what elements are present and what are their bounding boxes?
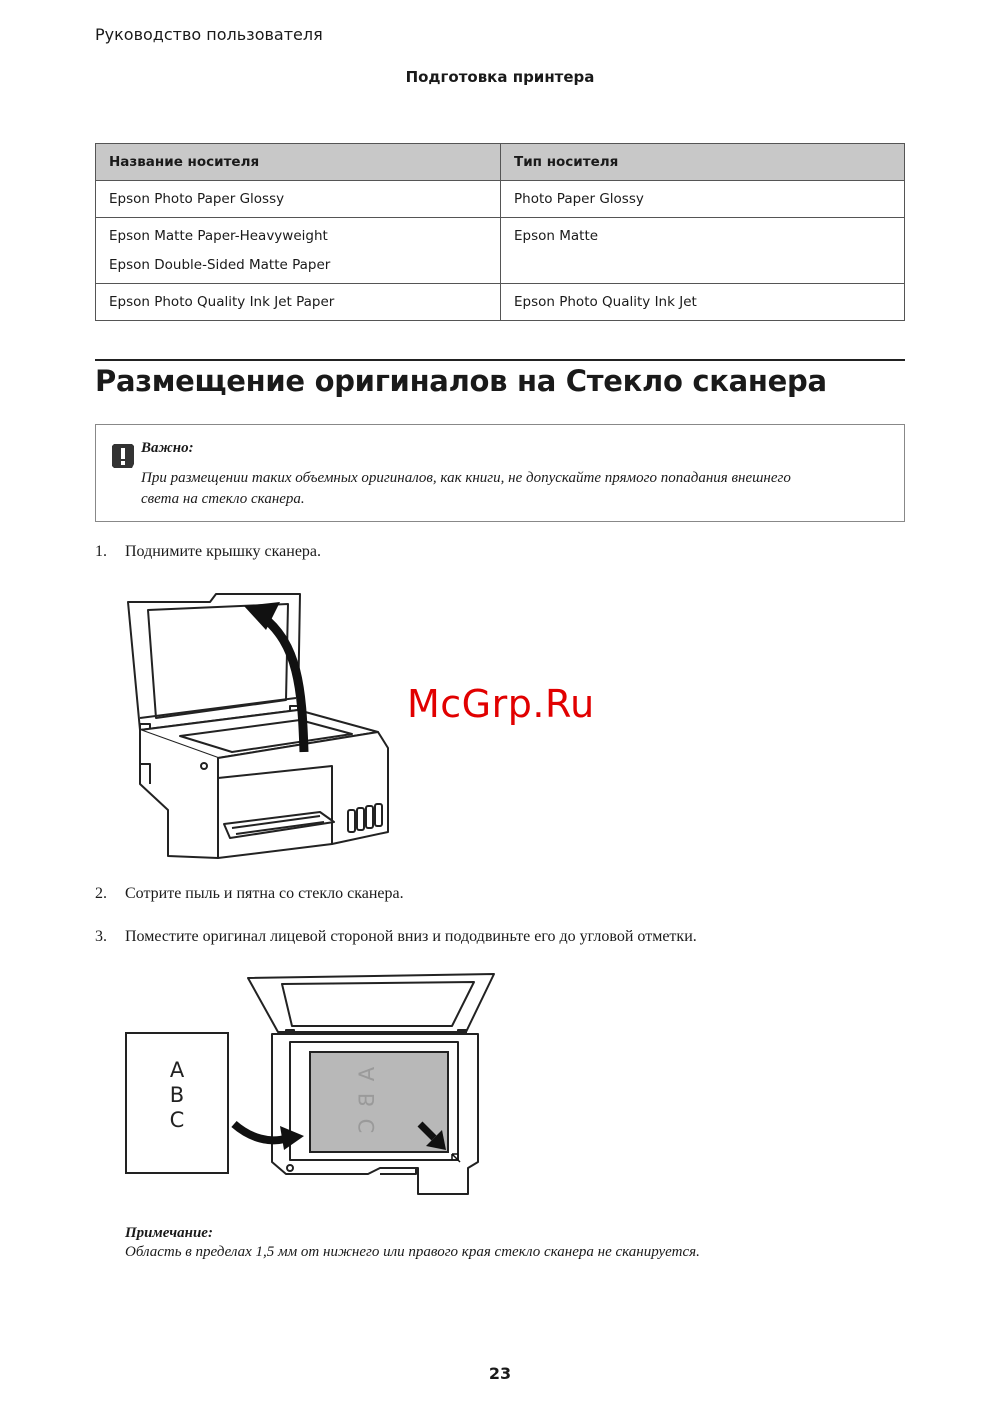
table-row: [96, 284, 905, 321]
column-header-media-type: Тип носителя: [501, 144, 905, 181]
svg-text:A: A: [355, 1066, 379, 1082]
step-text: Поместите оригинал лицевой стороной вниз и пододвиньте его до угловой отметки.: [125, 928, 697, 945]
page-number: 23: [488, 1364, 512, 1383]
media-name-cell: [96, 218, 501, 284]
svg-text:C: C: [355, 1118, 379, 1134]
section-title: Подготовка принтера: [405, 68, 595, 86]
step-text: Сотрите пыль и пятна со стекло сканера.: [125, 885, 404, 902]
scanner-glass-illustration: [230, 972, 500, 1198]
table-header-row: [96, 144, 905, 181]
media-name: Epson Double-Sided Matte Paper: [109, 257, 331, 273]
document-letter: C: [169, 1108, 185, 1132]
important-text-line: При размещении таких объемных оригиналов, как книги, не допускайте прямого попадания внешнего: [141, 470, 791, 486]
step-number: 3.: [95, 928, 107, 945]
media-name: Epson Photo Quality Ink Jet Paper: [109, 294, 335, 310]
warning-icon: [111, 443, 135, 469]
media-name: Epson Photo Paper Glossy: [109, 191, 285, 207]
step-number: 1.: [95, 543, 107, 560]
section-heading: Размещение оригиналов на Стекло сканера: [95, 364, 827, 398]
media-type-cell: [501, 284, 905, 321]
document-title: Руководство пользователя: [95, 25, 323, 44]
media-table: [95, 143, 905, 321]
scanner-lid-open-illustration: [120, 588, 400, 860]
media-name: Epson Matte Paper-Heavyweight: [109, 228, 328, 244]
media-type: Epson Matte: [514, 228, 599, 244]
step-text: Поднимите крышку сканера.: [125, 543, 322, 560]
watermark: McGrp.Ru: [407, 682, 595, 726]
media-type: Epson Photo Quality Ink Jet: [514, 294, 697, 310]
media-type-cell: [501, 218, 905, 284]
media-type-cell: [501, 181, 905, 218]
document-letter: B: [169, 1083, 185, 1107]
section-divider: [95, 359, 905, 361]
media-name-cell: [96, 284, 501, 321]
table-row: [96, 218, 905, 284]
note-text: Область в пределах 1,5 мм от нижнего или правого края стекло сканера не сканируется.: [125, 1244, 700, 1260]
media-type: Photo Paper Glossy: [514, 191, 644, 207]
media-name-cell: [96, 181, 501, 218]
original-document: [125, 1032, 229, 1174]
note-title: Примечание:: [125, 1225, 213, 1241]
step-number: 2.: [95, 885, 107, 902]
svg-text:B: B: [355, 1092, 379, 1108]
document-letter: A: [169, 1058, 185, 1082]
table-row: [96, 181, 905, 218]
important-text-line: света на стекло сканера.: [141, 491, 305, 507]
important-title: Важно:: [141, 440, 194, 456]
important-text: [141, 468, 881, 510]
column-header-media-name: Название носителя: [96, 144, 501, 181]
